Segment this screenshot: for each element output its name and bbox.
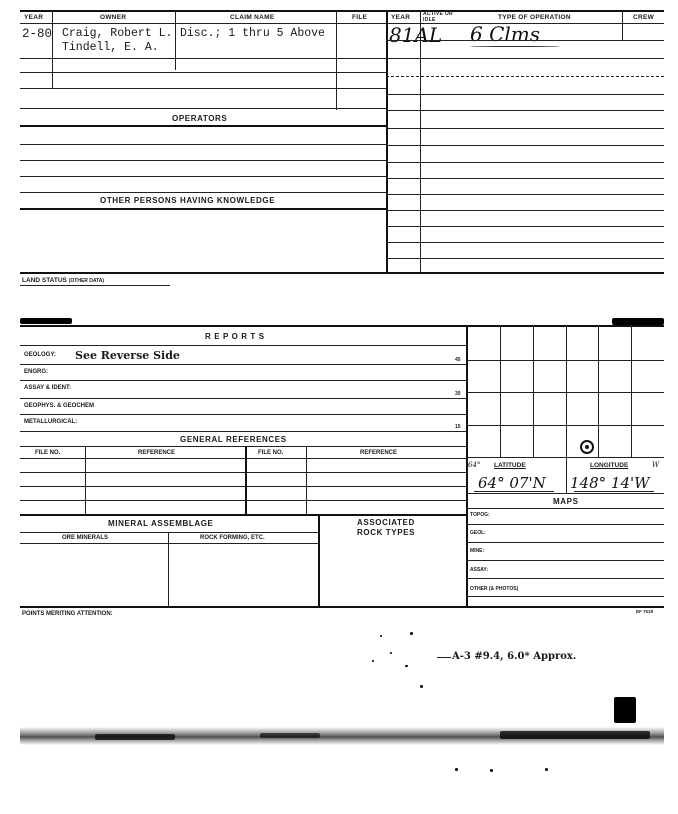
rock-types-heading: ROCK TYPES (357, 528, 416, 537)
land-status-text: LAND STATUS (22, 277, 67, 284)
map-topog-label: TOPOG: (470, 512, 490, 518)
latitude-prefix: 64° (468, 461, 481, 469)
maps-heading: MAPS (553, 497, 579, 506)
scan-block-dark (614, 697, 636, 723)
number-30: 30 (455, 391, 461, 397)
map-mine-label: MINE: (470, 548, 485, 554)
longitude-label: LONGITUDE (590, 462, 629, 469)
geophys-geochem-label: GEOPHYS. & GEOCHEM (24, 403, 95, 409)
land-status-sub: (OTHER DATA) (68, 278, 105, 284)
map-geol-label: GEOL: (470, 530, 486, 536)
header-crew: CREW (633, 14, 655, 21)
scan-smudge-left (20, 318, 72, 324)
header-type-of-operation: TYPE OF OPERATION (498, 14, 571, 21)
latitude-label: LATITUDE (494, 462, 526, 469)
map-other-label: OTHER (& PHOTOS) (470, 586, 519, 592)
header-active-idle: ACTIVE OR IDLE (423, 11, 453, 23)
geology-label: GEOLOGY: (24, 352, 56, 358)
header-file: FILE (352, 14, 368, 21)
assay-ident-label: ASSAY & IDENT: (24, 385, 72, 391)
file-no-header-1: FILE NO. (35, 450, 61, 456)
mineral-assemblage-heading: MINERAL ASSEMBLAGE (108, 519, 214, 528)
operators-heading: OPERATORS (172, 114, 228, 123)
reference-header-1: REFERENCE (138, 450, 176, 456)
scan-smudge-right (612, 318, 664, 325)
longitude-suffix: W (652, 461, 660, 469)
scan-band-dark-2 (260, 733, 320, 738)
scan-band-dark-3 (500, 731, 650, 739)
reports-heading: R E P O R T S (205, 332, 265, 341)
other-persons-heading: OTHER PERSONS HAVING KNOWLEDGE (100, 196, 276, 205)
ore-minerals-header: ORE MINERALS (62, 535, 109, 541)
metallurgical-label: METALLURGICAL: (24, 419, 78, 425)
map-assay-label: ASSAY: (470, 567, 489, 573)
handwritten-underline (470, 46, 560, 47)
engrg-label: ENGRG: (24, 369, 48, 375)
note-text: A-3 #9.4, 6.0* Approx. (452, 651, 577, 662)
reference-header-2: REFERENCE (360, 450, 398, 456)
associated-heading: ASSOCIATED (357, 518, 415, 527)
points-meriting-label: POINTS MERITING ATTENTION: (22, 611, 113, 617)
scan-specks (350, 630, 440, 690)
general-references-heading: GENERAL REFERENCES (180, 435, 287, 444)
scan-band-dark-1 (95, 734, 175, 740)
longitude-value: 148° 14'W (570, 474, 650, 492)
entry-owner-line2: Tindell, E. A. (62, 41, 159, 54)
entry-year: 2-80 (22, 27, 53, 41)
header-year-2: YEAR (391, 14, 411, 21)
number-15: 15 (455, 424, 461, 430)
header-owner: OWNER (100, 14, 127, 21)
geology-value: See Reverse Side (75, 349, 180, 362)
handwritten-operation: 6 Clms (470, 22, 541, 46)
number-45: 45 (455, 357, 461, 363)
section-center-dot (585, 445, 589, 449)
handwritten-year: 81AL (389, 23, 443, 47)
land-status-label (22, 277, 104, 284)
header-claim-name: CLAIM NAME (230, 14, 275, 21)
entry-claim-name: Disc.; 1 thru 5 Above (180, 27, 325, 40)
header-year: YEAR (24, 14, 44, 21)
entry-owner-line1: Craig, Robert L. (62, 27, 173, 40)
rock-forming-header: ROCK FORMING, ETC. (200, 535, 265, 541)
form-number: EF 7518 (636, 609, 654, 614)
latitude-value: 64° 07'N (478, 474, 546, 492)
file-no-header-2: FILE NO. (258, 450, 284, 456)
